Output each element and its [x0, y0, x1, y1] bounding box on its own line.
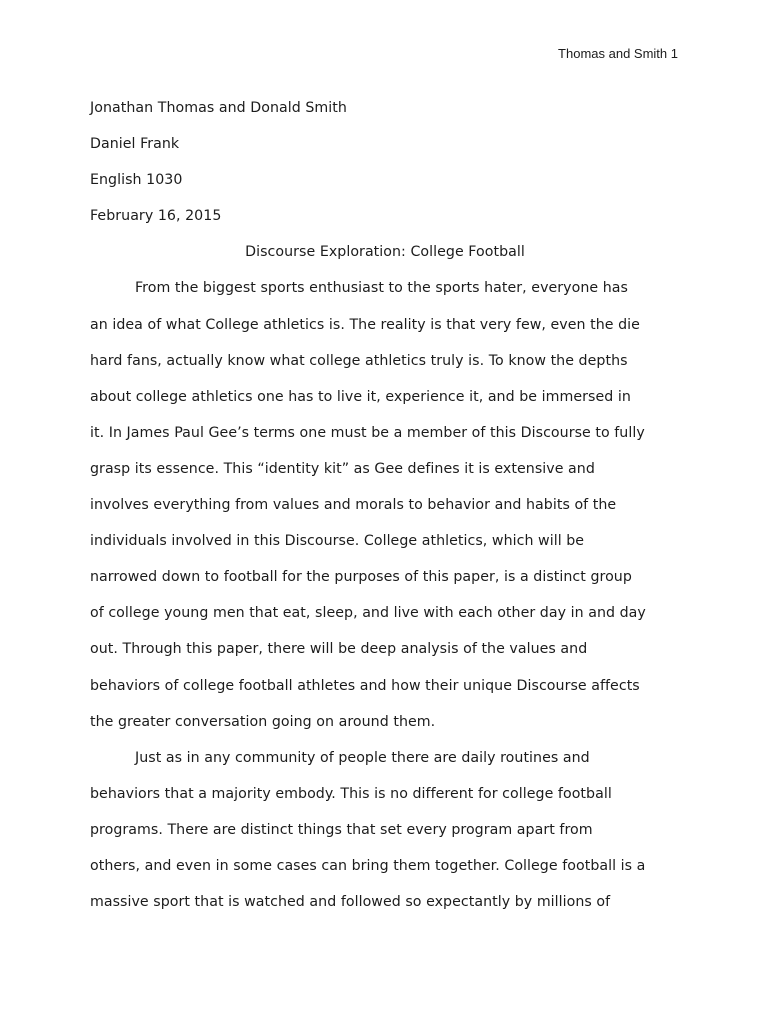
- instructor-name: Daniel Frank: [90, 136, 180, 153]
- text-line: an idea of what College athletics is. The reality is that very few, even the die: [90, 316, 640, 333]
- paragraph: [90, 740, 680, 920]
- document-date: February 16, 2015: [90, 208, 222, 225]
- document-body: [90, 90, 680, 920]
- text-line: massive sport that is watched and followed so expectantly by millions of: [90, 894, 611, 911]
- running-header: Thomas and Smith 1: [558, 46, 678, 61]
- text-line: grasp its essence. This “identity kit” as Gee defines it is extensive and: [90, 460, 595, 477]
- course-name: English 1030: [90, 172, 183, 189]
- text-line: out. Through this paper, there will be deep analysis of the values and: [90, 641, 588, 658]
- text-line: about college athletics one has to live it, experience it, and be immersed in: [90, 388, 631, 405]
- text-line: the greater conversation going on around them.: [90, 713, 436, 730]
- text-line: From the biggest sports enthusiast to the sports hater, everyone has: [135, 280, 628, 297]
- document-title: Discourse Exploration: College Football: [245, 244, 525, 261]
- author-names: Jonathan Thomas and Donald Smith: [90, 100, 347, 116]
- text-line: Just as in any community of people there are daily routines and: [135, 749, 590, 766]
- text-line: it. In James Paul Gee’s terms one must be a member of this Discourse to fully: [90, 424, 645, 441]
- text-line: involves everything from values and morals to behavior and habits of the: [90, 497, 617, 514]
- text-line: hard fans, actually know what college athletics truly is. To know the depths: [90, 352, 628, 369]
- text-line: behaviors that a majority embody. This is no different for college football: [90, 785, 612, 802]
- text-line: programs. There are distinct things that set every program apart from: [90, 821, 593, 838]
- paragraph: [90, 270, 680, 739]
- text-line: others, and even in some cases can bring them together. College football is a: [90, 857, 646, 874]
- text-line: of college young men that eat, sleep, and live with each other day in and day: [90, 605, 646, 622]
- text-line: individuals involved in this Discourse. College athletics, which will be: [90, 533, 585, 550]
- text-line: narrowed down to football for the purposes of this paper, is a distinct group: [90, 569, 632, 586]
- text-line: behaviors of college football athletes and how their unique Discourse affects: [90, 677, 640, 694]
